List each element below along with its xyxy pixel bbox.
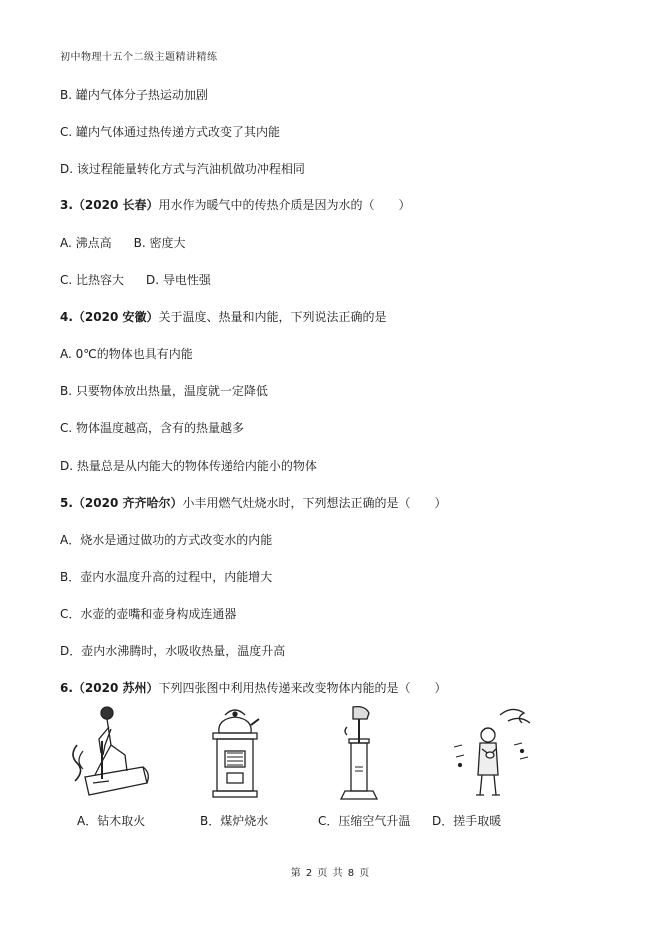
air-compression-icon	[335, 705, 385, 805]
option-b: B．壶内水温度升高的过程中，内能增大	[60, 570, 273, 584]
figure-caption-a: A．钻木取火	[77, 814, 146, 828]
rubbing-hands-icon	[450, 705, 540, 805]
question-6	[60, 679, 447, 696]
question-4	[60, 308, 387, 325]
options-row	[60, 271, 211, 288]
option-c-prev: C. 罐内气体通过热传递方式改变了其内能	[60, 125, 281, 139]
option-d: D．壶内水沸腾时，水吸收热量，温度升高	[60, 644, 286, 658]
page-footer: 第 2 页 共 8 页	[290, 868, 371, 879]
option-c: C．水壶的壶嘴和壶身构成连通器	[60, 607, 237, 621]
option-a: A. 沸点高	[60, 236, 112, 250]
figure-caption-b: B．煤炉烧水	[200, 814, 269, 828]
question-number: 3.	[60, 198, 73, 212]
question-number: 4.	[60, 310, 73, 324]
coal-stove-kettle-icon	[205, 705, 265, 805]
figure-row	[60, 705, 580, 815]
option-c: C. 比热容大	[60, 273, 125, 287]
question-source: （2020 长春）	[72, 198, 159, 212]
question-3	[60, 196, 411, 213]
option-b: B. 只要物体放出热量，温度就一定降低	[60, 384, 268, 398]
option-b: B. 密度大	[133, 236, 186, 250]
question-number: 6.	[60, 681, 73, 695]
option-b-prev: B. 罐内气体分子热运动加剧	[60, 88, 208, 102]
drilling-wood-fire-icon	[65, 705, 155, 805]
option-c: C. 物体温度越高，含有的热量越多	[60, 421, 245, 435]
option-a: A. 0℃的物体也具有内能	[60, 347, 193, 361]
options-row	[60, 234, 186, 251]
option-d-prev: D. 该过程能量转化方式与汽油机做功冲程相同	[60, 162, 305, 176]
question-source: （2020 安徽）	[72, 310, 159, 324]
figure-caption-c: C．压缩空气升温	[318, 814, 411, 828]
question-text: 小丰用燃气灶烧水时，下列想法正确的是（ ）	[182, 496, 447, 510]
question-text: 下列四张图中利用热传递来改变物体内能的是（ ）	[158, 681, 447, 695]
option-a: A．烧水是通过做功的方式改变水的内能	[60, 533, 273, 547]
question-text: 用水作为暖气中的传热介质是因为水的（ ）	[158, 198, 411, 212]
question-5	[60, 494, 447, 511]
question-text: 关于温度、热量和内能，下列说法正确的是	[158, 310, 387, 324]
page-header: 初中物理十五个二级主题精讲精练	[60, 52, 218, 63]
figure-caption-d: D．搓手取暖	[432, 814, 502, 828]
question-number: 5.	[60, 496, 73, 510]
question-source: （2020 齐齐哈尔）	[72, 496, 183, 510]
question-source: （2020 苏州）	[72, 681, 159, 695]
option-d: D. 导电性强	[146, 273, 211, 287]
option-d: D. 热量总是从内能大的物体传递给内能小的物体	[60, 459, 317, 473]
